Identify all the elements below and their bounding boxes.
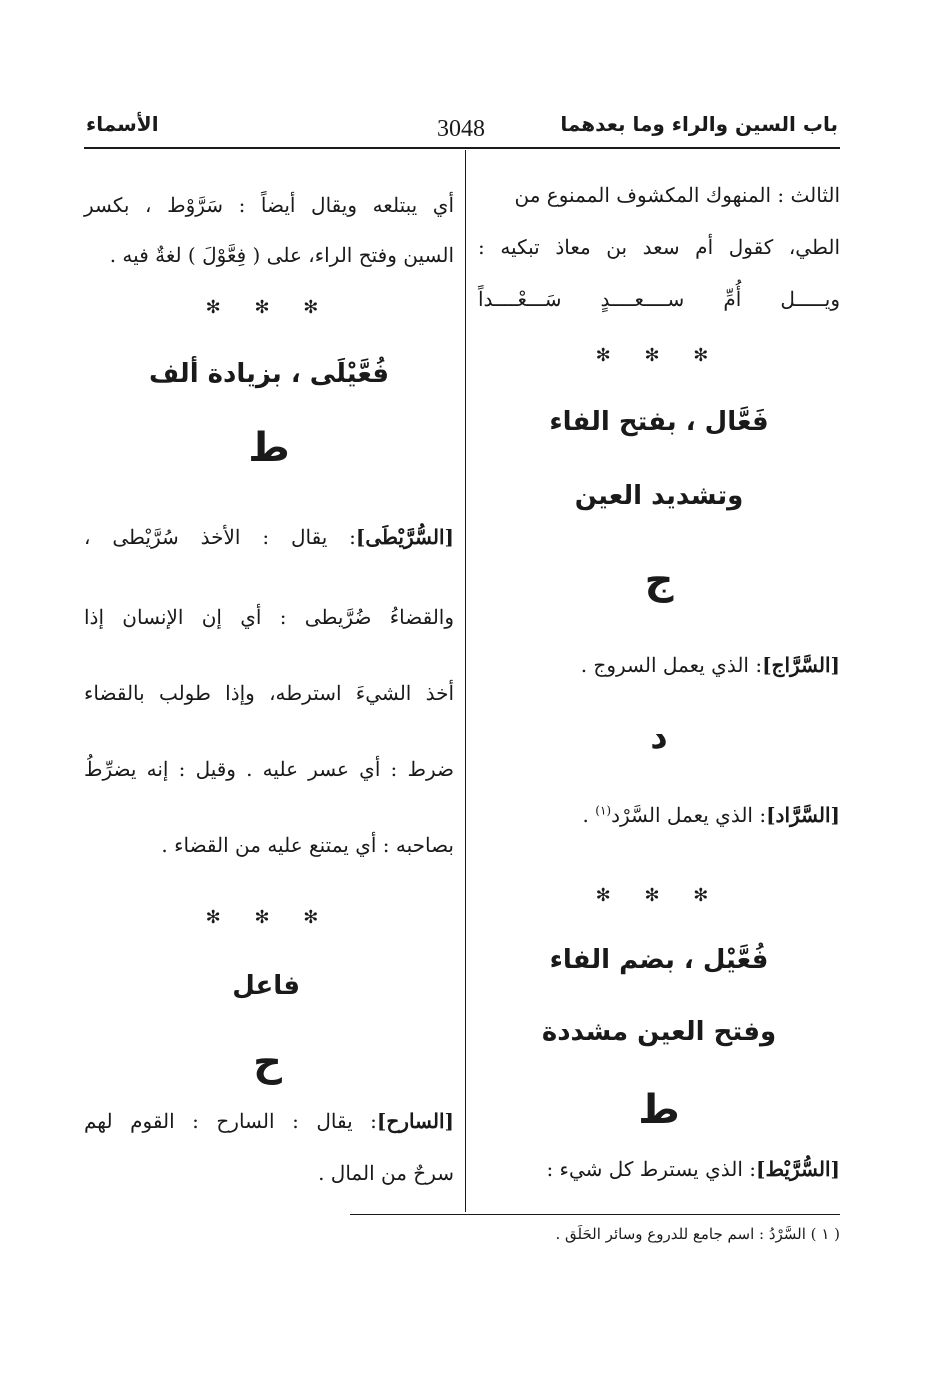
root-letter: د [650, 717, 668, 757]
dictionary-entry [84, 524, 454, 550]
root-letter: ح [253, 1039, 282, 1085]
section-separator: ✻ ✻ ✻ [205, 907, 333, 928]
headword: [السَّرَّاج] [762, 653, 840, 677]
definition: : الذي يعمل السَّرْد [611, 803, 767, 827]
section-separator: ✻ ✻ ✻ [205, 297, 333, 318]
definition: : يقال : السارح : القوم لهم [84, 1109, 377, 1133]
dictionary-entry [84, 1108, 454, 1134]
footnote-rule [350, 1214, 840, 1215]
verse-line: ويـــــل أُمِّ ســــعــــدٍ سَـــعْــــداً [478, 287, 840, 311]
running-header-section: الأسماء [86, 112, 159, 136]
root-letter: ط [248, 425, 290, 471]
text-line: سرحٌ من المال . [318, 1161, 454, 1185]
headword: [السُّرَّيْطَى] [355, 525, 454, 549]
header-rule [84, 147, 840, 149]
headword: [السَّرَّاد] [766, 803, 840, 827]
definition: : الذي يسترط كل شيء : [546, 1157, 756, 1181]
page-number: 3048 [437, 116, 485, 142]
footnote-marker: (١) [595, 803, 612, 818]
footnote: ( ١ ) السَّرْدُ : اسم جامع للدروع وسائر الحَلَق . [555, 1225, 840, 1243]
text-line: والقضاءُ ضُرَّيطى : أي إن الإنسان إذا [84, 605, 454, 629]
dictionary-entry [478, 802, 840, 828]
text-line: ضرط : أي عسر عليه . وقيل : إنه يضرِّطُ [84, 757, 454, 781]
headword: [السُّرَّيْط] [755, 1157, 840, 1181]
section-separator: ✻ ✻ ✻ [595, 345, 723, 366]
dictionary-entry [478, 652, 840, 678]
section-heading: فُعَّيْلَى ، بزيادة ألف [148, 359, 390, 389]
section-heading: فاعل [232, 971, 300, 1001]
definition: : يقال : الأخذ سُرَّيْطى ، [84, 525, 356, 549]
text-line: بصاحبه : أي يمتنع عليه من القضاء . [161, 833, 454, 857]
dictionary-entry [478, 1156, 840, 1182]
headword: [السارح] [376, 1109, 454, 1133]
root-letter: ج [644, 557, 674, 603]
text-line: أخذ الشيءَ استرطه، وإذا طولب بالقضاء [84, 681, 454, 705]
definition: : الذي يعمل السروج . [580, 653, 763, 677]
running-header-chapter: باب السين والراء وما بعدهما [560, 112, 838, 136]
column-divider [465, 150, 466, 1212]
section-heading: وفتح العين مشددة [541, 1017, 777, 1047]
section-separator: ✻ ✻ ✻ [595, 885, 723, 906]
section-heading: فُعَّيْل ، بضم الفاء [549, 945, 769, 975]
text-line: الثالث : المنهوك المكشوف الممنوع من [514, 183, 840, 207]
section-heading: فَعَّال ، بفتح الفاء [549, 407, 769, 437]
root-letter: ط [638, 1087, 680, 1133]
text-line: أي يبتلعه ويقال أيضاً : سَرَّوْط ، بكسر [84, 193, 454, 217]
text-line: الطي، كقول أم سعد بن معاذ تبكيه : [478, 235, 840, 259]
section-heading: وتشديد العين [574, 481, 744, 511]
definition-end: . [582, 803, 596, 827]
text-line: السين وفتح الراء، على ( فِعَّوْلَ ) لغةٌ فيه . [109, 243, 454, 267]
